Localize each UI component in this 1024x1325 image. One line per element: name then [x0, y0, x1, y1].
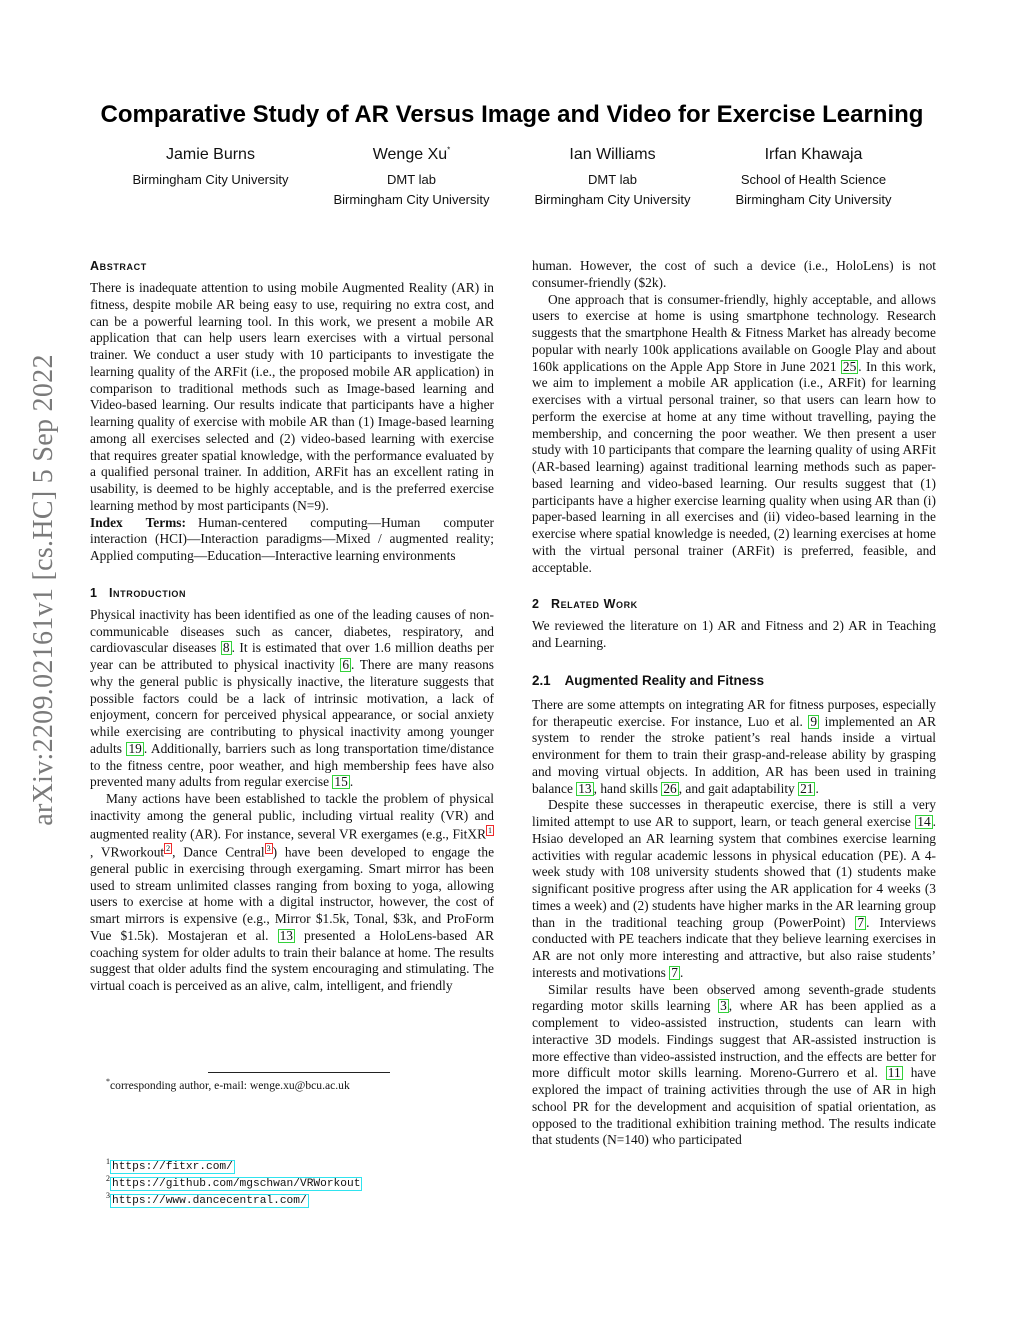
citation-link[interactable]: 7 [857, 914, 865, 930]
citation-link[interactable]: 14 [917, 814, 931, 829]
author-name: Ian Williams [569, 146, 656, 163]
citation-link[interactable]: 13 [279, 927, 293, 943]
corresponding-footnote: *corresponding author, e-mail: wenge.xu@bcu.ac.uk [106, 1077, 350, 1092]
section-heading-related-work: 2 Related Work [532, 597, 638, 612]
author-affiliation: DMT lab [588, 172, 637, 187]
index-terms-label: Index Terms: [90, 514, 186, 530]
subsection-heading: 2.1 Augmented Reality and Fitness [532, 672, 765, 688]
intro-paragraph: One approach that is consumer-friendly, highly acceptable, and allows users to exercise at home is using smartphone technology. Research suggests that the smartphone Health & Fitness Market has already become popular with nearly 100k applications available on Google Play and about 160k applications on the Apple App Store in June 2021 25 . In this work, we aim to implement a mobile AR application (i.e., ARFit) for learning exercises with a virtual personal trainer, so that users can learn how to perform the exercise at home at any time without travelling, paying the membership, and concerning the poor weather. We then present a user study with 10 participants that compare the learning quality of using ARFit (AR-based learning) against traditional learning methods such as paper-based learning and video-based learning. Our results suggest that (1) participants have a higher exercise learning quality when using AR than (i) paper-based learning in all exercises and (ii) video-based learning in the exercise where spatial knowledge is needed, (2) learning exercises at home with the virtual personal trainer (ARFit) is preferred, feasible, and acceptable. [532, 291, 936, 575]
index-terms-text: Human-centered computing—Human computer interaction (HCI)—Interaction paradigms—Mixed / augmented reality; Applied computing—Education—Interactive learning environments [90, 514, 494, 563]
author-affiliation: DMT lab [387, 172, 436, 187]
arxiv-stamp: arXiv:2209.02161v1 [cs.HC] 5 Sep 2022 [28, 354, 59, 826]
right-column [532, 258, 936, 1149]
citation-link[interactable]: 26 [663, 780, 677, 796]
citation-link[interactable]: 21 [800, 780, 814, 796]
author-affiliation: School of Health Science [740, 172, 887, 187]
citation-link[interactable]: 11 [887, 1065, 901, 1081]
citation-link[interactable]: 25 [842, 358, 857, 374]
footnote-link[interactable]: https://fitxr.com/ [112, 1161, 233, 1173]
citation-link[interactable]: 19 [128, 740, 142, 756]
paper-title: Comparative Study of AR Versus Image and Video for Exercise Learning [100, 101, 924, 128]
corresponding-marker: * [447, 145, 451, 155]
author-block [110, 144, 311, 210]
footnote-urls [106, 1158, 362, 1209]
intro-paragraph: Many actions have been established to tackle the problem of physical inactivity among the general public, including virtual reality (VR) and augmented reality (AR). For instance, several VR exergames (e.g., FitXR 1, VRworkout 2 , Dance Central 3 ) have been developed to engage the general public in exercising through exergaming. Smart mirror has been used to stream unlimited classes ranging from boxing to yoga, allowing users to exercise at home with a digital instructor, however, the cost of smart mirrors is expensive (e.g., Mirror $1.5k, Tonal, $3k, and ProForm Vue $1.5k). Mostajeran et al. 13 presented a HoloLens-based AR coaching system for older adults to train their balance at home. The results suggest that older adults find the system encouraging and stimulating. The virtual coach is perceived as an alive, calm, intelligent, and friendly [90, 791, 495, 994]
citation-link[interactable]: 3 [720, 998, 727, 1014]
footnote-marker-link[interactable]: 1 [488, 825, 492, 835]
author-block [512, 144, 713, 210]
author-affiliation: Birmingham City University [735, 192, 892, 207]
footnote-marker-link[interactable]: 3 [266, 843, 271, 853]
citation-link[interactable]: 7 [671, 964, 678, 980]
intro-paragraph: human. However, the cost of such a device (i.e., HoloLens) is not consumer-friendly ($2k). [532, 258, 936, 290]
abstract-heading: Abstract [90, 259, 147, 273]
footnote-link[interactable]: https://www.dancecentral.com/ [112, 1195, 307, 1207]
footnote-link[interactable]: https://github.com/mgschwan/VRWorkout [112, 1178, 361, 1190]
author-name: Irfan Khawaja [764, 146, 863, 163]
citation-link[interactable]: 6 [342, 657, 350, 672]
intro-paragraph: Physical inactivity has been identified as one of the leading causes of non-communicable diseases such as cancer, diabetes, respiratory, and cardiovascular diseases 8 . It is estimated that over 1.6 million deaths per year can be attributed to physical inactivity 6 . There are many reasons why the general public is physically inactive, the literature suggests that possible factors could be a lack of intrinsic motivation, a lack of enjoyment, concern for perceived physical appearance, or social anxiety while exercising are contributing to physical inactivity among younger adults 19 . Additionally, barriers such as long transportation time/distance to the fitness centre, poor weather, and high membership fees have also prevented many adults from regular exercise 15 . [90, 606, 494, 790]
author-name: Jamie Burns [166, 146, 255, 163]
citation-link[interactable]: 15 [334, 774, 348, 790]
abstract-text: There is inadequate attention to using mobile Augmented Reality (AR) in fitness, despite mobile AR being easy to use, requiring no extra cost, and can be a powerful learning tool. In this work, we present a mobile AR application that can help users learn exercises with a virtual personal trainer. We conduct a user study with 10 participants to investigate the learning quality of the ARFit (i.e., the proposed mobile AR application) in comparison to traditional methods such as Image-based learning and Video-based learning. Our results indicate that participants have a higher learning quality of exercise with mobile AR than (1) Image-based learning among all exercises selected and (2) video-based learning with exercise that requires greater spatial knowledge, with the performance evaluated by a qualified personal trainer. In addition, ARFit has an excellent rating in usability, is deemed to be highly acceptable, and is the preferred exercise learning method by most participants (N=9). [90, 280, 494, 513]
index-terms [90, 515, 494, 565]
author-affiliation: Birmingham City University [132, 172, 289, 187]
citation-link[interactable]: 8 [222, 640, 230, 656]
author-block [713, 144, 914, 210]
author-block [311, 144, 512, 210]
url-footnote: $^3$ https://www.dancecentral.com/ [106, 1191, 307, 1207]
related-paragraph: Despite these successes in therapeutic exercise, there is still a very limited attempt to use AR to support, learn, or teach general exercise 14 . Hsiao developed an AR learning system that combines exercise learning activities with regular academic lessons in physical education (PE). A 4-week study with 108 university students showed that (1) students make significant positive progress after using the AR application for 4 weeks (3 times a week) and (2) students have higher marks in the AR learning group than in the traditional teaching group (PowerPoint) 7 . Interviews conducted with PE teachers indicate that they believe learning exercises in AR are not only more interesting and attractive, but also raise students’ interests and motivations 7 . [532, 797, 936, 980]
author-affiliation: Birmingham City University [333, 192, 490, 207]
author-affiliation: Birmingham City University [534, 192, 691, 207]
author-name: Wenge Xu* [372, 145, 451, 163]
citation-link[interactable]: 13 [578, 780, 592, 796]
related-paragraph: Similar results have been observed among seventh-grade students regarding motor skills learning 3 , where AR has been applied as a complement to video-assisted instruction, students can learn with interactive 3D models. Findings suggest that AR-assisted instruction is more effective than video-assisted instruction, and the effects are better for more difficult motor skills learning. Moreno-Gurrero et al. 11 have explored the impact of training activities through the use of AR in high school PR for the development and acquisition of spatial orientation, as opposed to the traditional exhibition training method. The results indicate that students (N=140) who participated [532, 981, 936, 1148]
related-paragraph: There are some attempts on integrating AR for fitness purposes, especially for therapeutic exercise. For instance, Luo et al. 9 implemented an AR system to render the stroke patient’s real hands inside a virtual environment for them to train their grasp-and-release ability by grasping and moving virtual objects. In addition, AR has been used in training balance 13 , hand skills 26 , and gait adaptability 21 . [532, 696, 937, 796]
left-column [90, 258, 494, 995]
footnote-marker-link[interactable]: 2 [166, 843, 171, 853]
section-heading-introduction: 1 Introduction [90, 585, 187, 600]
citation-link[interactable]: 9 [810, 713, 818, 729]
url-footnote: $^2$ https://github.com/mgschwan/VRWorkout [106, 1174, 361, 1190]
author-list [110, 144, 914, 210]
footnote-separator [208, 1072, 390, 1073]
url-footnote: $^1$ https://fitxr.com/ [106, 1157, 233, 1173]
related-paragraph: We reviewed the literature on 1) AR and Fitness and 2) AR in Teaching and Learning. [532, 618, 936, 650]
